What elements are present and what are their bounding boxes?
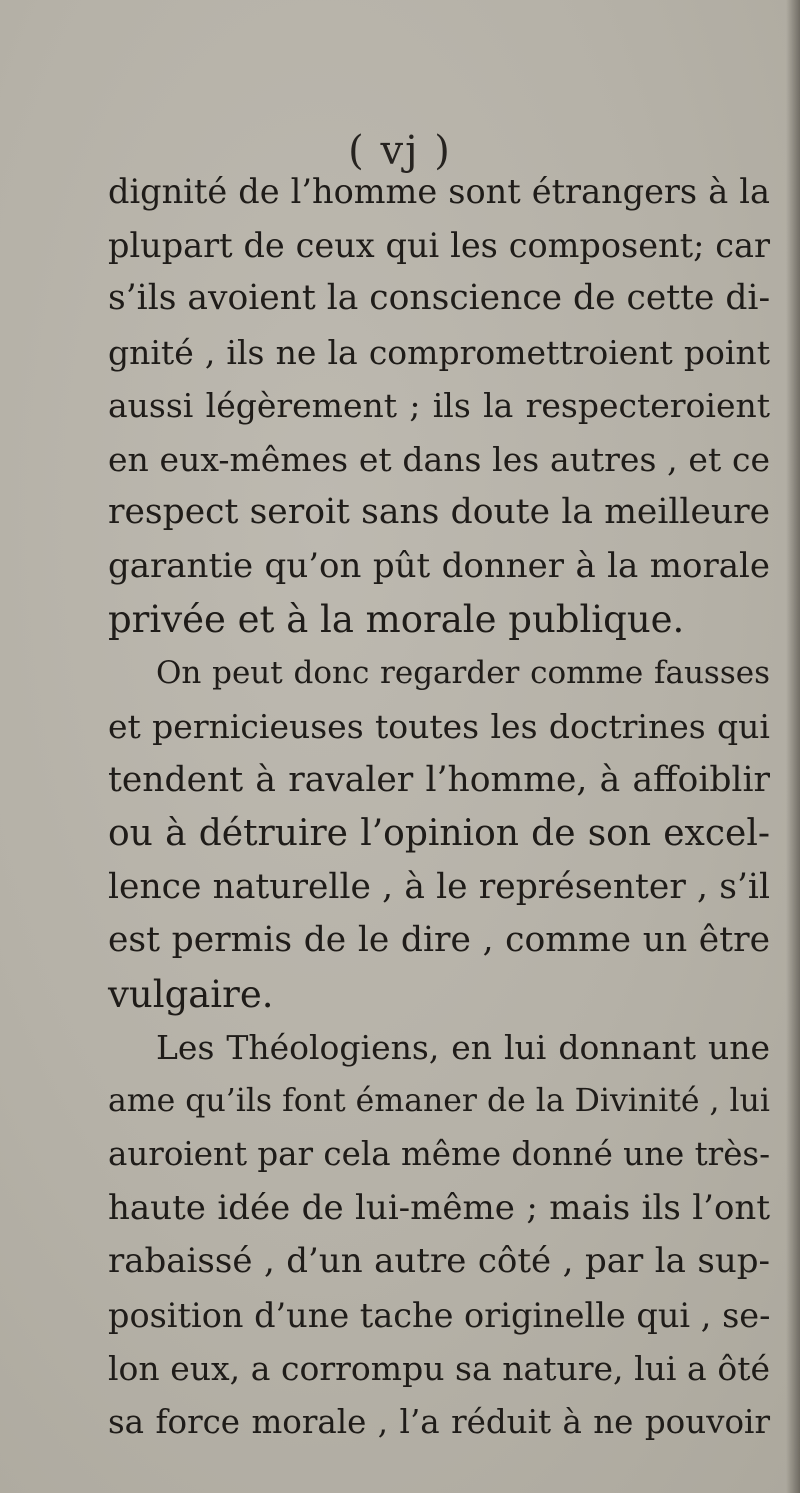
text-line: aussi légèrement ; ils la respecteroient (108, 386, 770, 425)
paragraph-end-line: privée et à la morale publique. (108, 598, 685, 641)
page-number-header: ( vj ) (348, 128, 452, 174)
paragraph-end-line: vulgaire. (108, 972, 274, 1016)
body-text (108, 165, 770, 1449)
text-line: auroient par cela même donné une très- (108, 1135, 771, 1173)
text-line: ou à détruire l’opinion de son excel- (108, 813, 770, 854)
text-line: lence naturelle , à le représenter , s’il (108, 866, 770, 907)
text-line: sa force morale , l’a réduit à ne pouvoir (108, 1402, 770, 1441)
text-line: rabaissé , d’un autre côté , par la sup- (108, 1241, 770, 1281)
text-line: et pernicieuses toutes les doctrines qui (108, 707, 770, 746)
text-line: tendent à ravaler l’homme, à affoiblir (108, 759, 770, 800)
page-edge-shadow (786, 0, 800, 1493)
paragraph-start-line: On peut donc regarder comme fausses (156, 654, 770, 691)
text-line: est permis de le dire , comme un être (108, 920, 770, 960)
text-line: haute idée de lui-même ; mais ils l’ont (108, 1187, 770, 1228)
text-line: en eux-mêmes et dans les autres , et ce (108, 439, 770, 479)
text-line: lon eux, a corrompu sa nature, lui a ôté (108, 1349, 770, 1388)
text-line: gnité , ils ne la compromettroient point (108, 332, 770, 372)
paragraph-start-line: Les Théologiens, en lui donnant une (156, 1028, 770, 1067)
text-line: garantie qu’on pût donner à la morale (108, 545, 770, 586)
text-line: position d’une tache originelle qui , se- (108, 1295, 771, 1335)
text-line: s’ils avoient la conscience de cette di- (108, 278, 771, 318)
text-line: plupart de ceux qui les composent; car (108, 225, 770, 265)
text-line: respect seroit sans doute la meilleure (108, 492, 770, 532)
text-line: dignité de l’homme sont étrangers à la (108, 172, 770, 211)
text-line: ame qu’ils font émaner de la Divinité , lui (108, 1082, 770, 1119)
